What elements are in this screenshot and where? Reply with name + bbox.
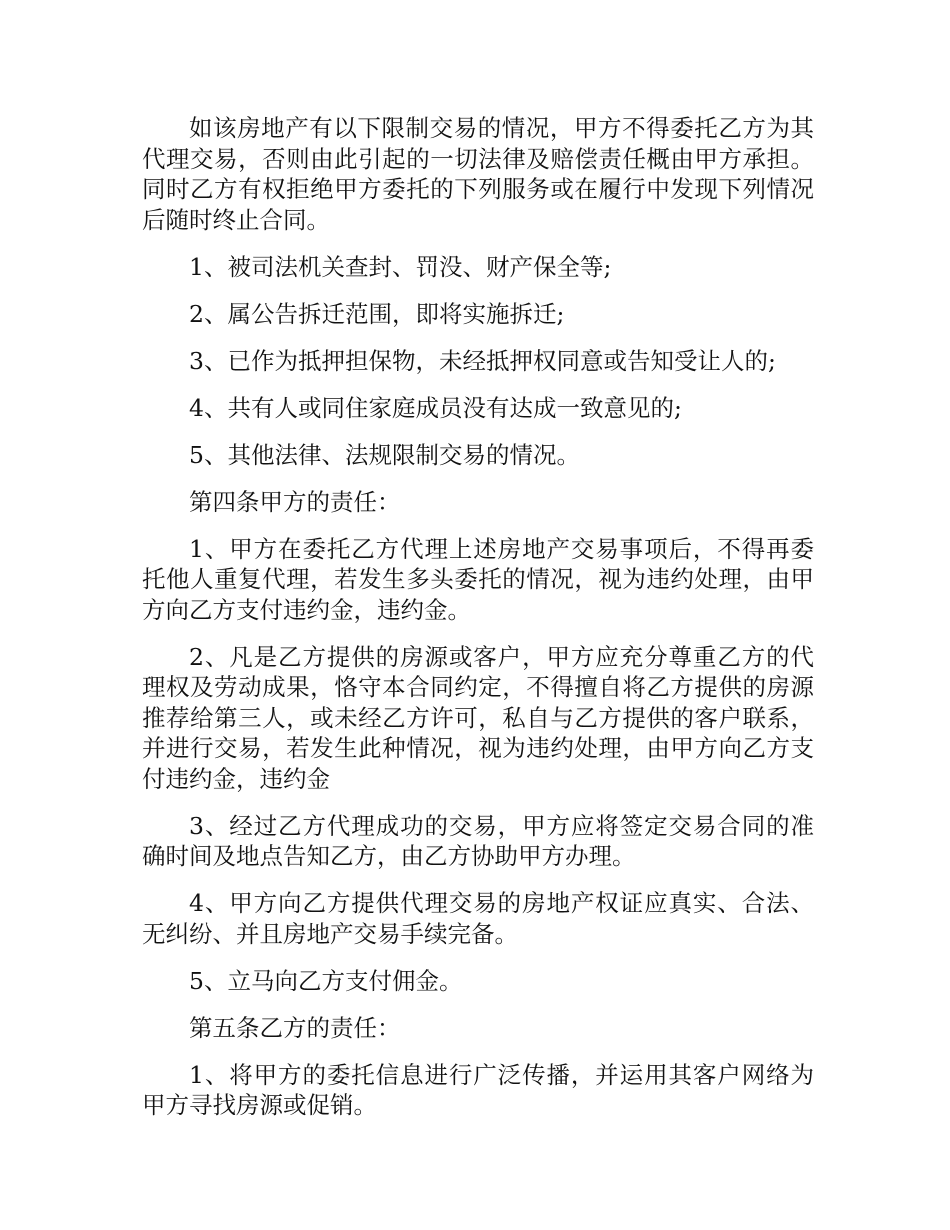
party-a-duty-1: 1、甲方在委托乙方代理上述房地产交易事项后，不得再委托他人重复代理，若发生多头委托的情况，视为违约处理，由甲方向乙方支付违约金，违约金。 [142, 534, 814, 624]
paragraph-restriction-intro: 如该房地产有以下限制交易的情况，甲方不得委托乙方为其代理交易，否则由此引起的一切法律及赔偿责任概由甲方承担。同时乙方有权拒绝甲方委托的下列服务或在履行中发现下列情况后随时终止合同。 [142, 114, 814, 234]
list-item-restriction-4: 4、共有人或同住家庭成员没有达成一致意见的; [189, 393, 682, 422]
party-b-duty-1: 1、将甲方的委托信息进行广泛传播，并运用其客户网络为甲方寻找房源或促销。 [142, 1060, 814, 1119]
list-item-restriction-3: 3、已作为抵押担保物，未经抵押权同意或告知受让人的; [189, 346, 776, 375]
list-item-restriction-1: 1、被司法机关查封、罚没、财产保全等; [189, 252, 612, 281]
list-item-restriction-5: 5、其他法律、法规限制交易的情况。 [189, 440, 580, 469]
party-a-duty-4: 4、甲方向乙方提供代理交易的房地产权证应真实、合法、无纠纷、并且房地产交易手续完备。 [142, 889, 814, 948]
party-a-duty-3: 3、经过乙方代理成功的交易，甲方应将签定交易合同的准确时间及地点告知乙方，由乙方协助甲方办理。 [142, 811, 814, 870]
party-a-duty-5: 5、立马向乙方支付佣金。 [189, 966, 463, 995]
document-page [142, 113, 814, 1137]
section-heading-article-4: 第四条甲方的责任： [189, 487, 401, 516]
party-a-duty-2: 2、凡是乙方提供的房源或客户，甲方应充分尊重乙方的代理权及劳动成果，恪守本合同约定，不得擅自将乙方提供的房源推荐给第三人，或未经乙方许可，私自与乙方提供的客户联系，并进行交易，若发生此种情况，视为违约处理，由甲方向乙方支付违约金，违约金 [142, 642, 814, 793]
section-heading-article-5: 第五条乙方的责任： [189, 1013, 401, 1042]
list-item-restriction-2: 2、属公告拆迁范围，即将实施拆迁; [189, 299, 565, 328]
